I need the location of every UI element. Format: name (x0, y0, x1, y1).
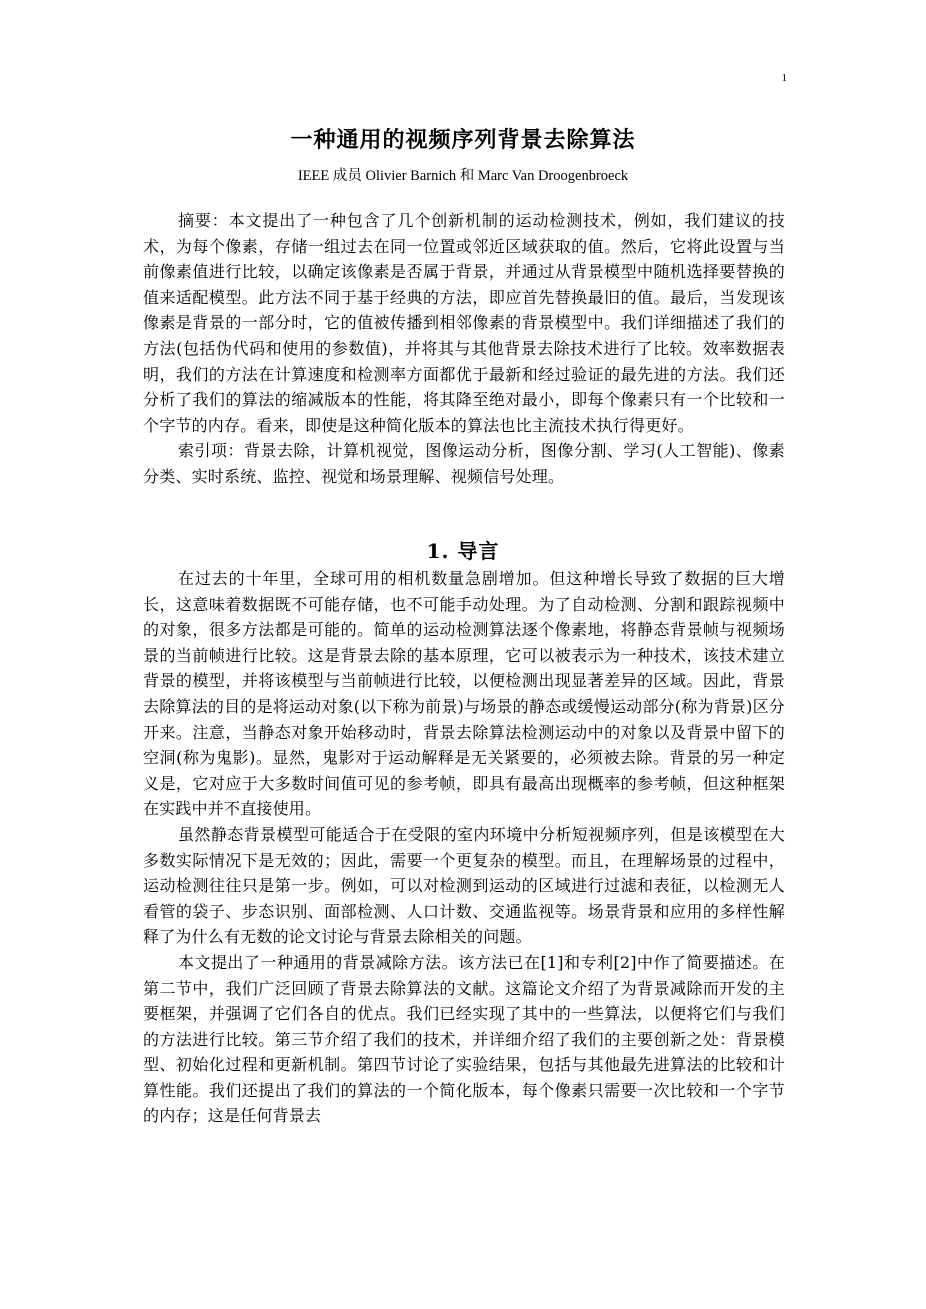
body-paragraph: 本文提出了一种通用的背景减除方法。该方法已在[1]和专利[2]中作了简要描述。在第二节中，我们广泛回顾了背景去除算法的文献。这篇论文介绍了为背景减除而开发的主要框架，并强调了它们各自的优点。我们已经实现了其中的一些算法，以便将它们与我们的方法进行比较。第三节介绍了我们的技术，并详细介绍了我们的主要创新之处：背景模型、初始化过程和更新机制。第四节讨论了实验结果，包括与其他最先进算法的比较和计算性能。我们还提出了我们的算法的一个简化版本，每个像素只需要一次比较和一个字节的内存；这是任何背景去 (143, 952, 785, 1126)
index-terms-paragraph: 索引项：背景去除，计算机视觉，图像运动分析，图像分割、学习(人工智能)、像素分类、实时系统、监控、视觉和场景理解、视频信号处理。 (143, 441, 785, 486)
section-heading-introduction: 1. 导言 (426, 539, 500, 563)
introduction-section (143, 566, 785, 1129)
abstract-paragraph: 摘要：本文提出了一种包含了几个创新机制的运动检测技术，例如，我们建议的技术，为每个像素，存储一组过去在同一位置或邻近区域获取的值。然后，它将此设置与当前像素值进行比较，以确定该像素是否属于背景，并通过从背景模型中随机选择要替换的值来适配模型。此方法不同于基于经典的方法，即应首先替换最旧的值。最后，当发现该像素是背景的一部分时，它的值被传播到相邻像素的背景模型中。我们详细描述了我们的方法(包括伪代码和使用的参数值)，并将其与其他背景去除技术进行了比较。效率数据表明，我们的方法在计算速度和检测率方面都优于最新和经过验证的最先进的方法。我们还分析了我们的算法的缩减版本的性能，将其降至绝对最小，即每个像素只有一个比较和一个字节的内存。看来，即使是这种简化版本的算法也比主流技术执行得更好。 (143, 211, 785, 435)
body-paragraph: 在过去的十年里，全球可用的相机数量急剧增加。但这种增长导致了数据的巨大增长，这意味着数据既不可能存储，也不可能手动处理。为了自动检测、分割和跟踪视频中的对象，很多方法都是可能的。简单的运动检测算法逐个像素地，将静态背景帧与视频场景的当前帧进行比较。这是背景去除的基本原理，它可以被表示为一种技术，该技术建立背景的模型，并将该模型与当前帧进行比较，以便检测出现显著差异的区域。因此，背景去除算法的目的是将运动对象(以下称为前景)与场景的静态或缓慢运动部分(称为背景)区分开来。注意，当静态对象开始移动时，背景去除算法检测运动中的对象以及背景中留下的空洞(称为鬼影)。显然，鬼影对于运动解释是无关紧要的，必须被去除。背景的另一种定义是，它对应于大多数时间值可见的参考帧，即具有最高出现概率的参考帧，但这种框架在实践中并不直接使用。 (143, 569, 785, 819)
abstract-section (143, 208, 785, 490)
body-paragraph: 虽然静态背景模型可能适合于在受限的室内环境中分析短视频序列，但是该模型在大多数实际情况下是无效的；因此，需要一个更复杂的模型。而且，在理解场景的过程中，运动检测往往只是第一步。例如，可以对检测到运动的区域进行过滤和表征，以检测无人看管的袋子、步态识别、面部检测、人口计数、交通监视等。场景背景和应用的多样性解释了为什么有无数的论文讨论与背景去除相关的问题。 (143, 824, 785, 947)
paper-authors: IEEE 成员 Olivier Barnich 和 Marc Van Droogenbroeck (297, 168, 629, 184)
page-number: 1 (781, 72, 787, 84)
paper-title: 一种通用的视频序列背景去除算法 (290, 127, 636, 153)
